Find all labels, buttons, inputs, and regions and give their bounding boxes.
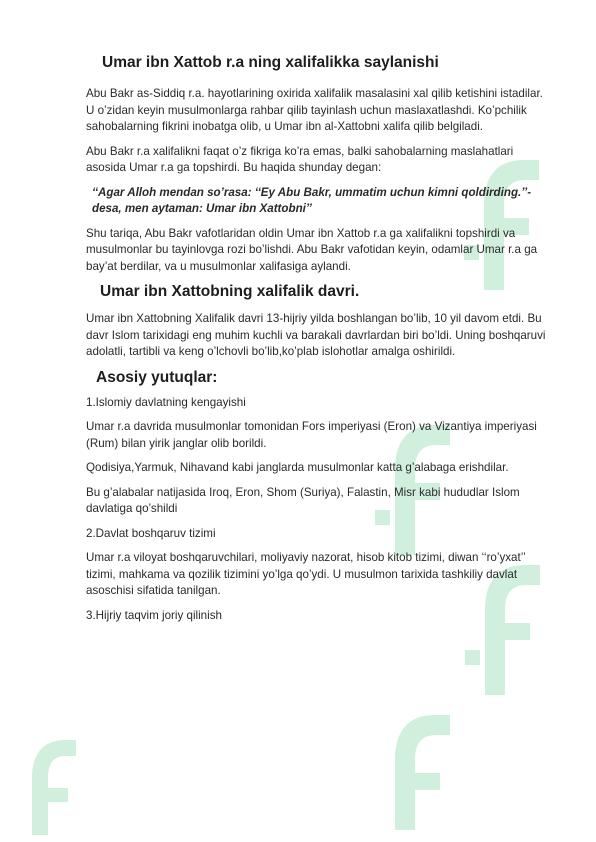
section-heading: Asosiy yutuqlar: [96, 368, 218, 386]
document-body [86, 54, 546, 632]
paragraph: Shu tariqa, Abu Bakr vafotlaridan oldin Umar ibn Xattob r.a ga xalifalikni topshirdi va musulmonlar bu tayinlovga rozi bo’lishdi. Abu Bakr vafotidan keyin, odamlar Umar r.a ga bay’at berdilar, va u musulmonlar xalifasiga aylandi. [86, 226, 538, 273]
page-title: Umar ibn Xattob r.a ning xalifalikka saylanishi [102, 54, 439, 71]
list-item: 3.Hijriy taqvim joriy qilinish [86, 608, 222, 622]
paragraph: Umar r.a viloyat boshqaruvchilari, moliyaviy nazorat, hisob kitob tizimi, diwan ‘‘ro’yxat’’ tizimi, mahkama va qozilik tizimini yo’lga qo’ydi. U musulmon tarixida tashkiliy davlat asoschisi sifatida tanilgan. [86, 551, 526, 597]
paragraph: Umar r.a davrida musulmonlar tomonidan Fors imperiyasi (Eron) va Vizantiya imperiyasi (Rum) bilan yirik janglar olib borildi. [86, 420, 537, 450]
paragraph: Umar ibn Xattobning Xalifalik davri 13-hijriy yilda boshlangan bo’lib, 10 yil davom etdi. Bu davr Islom tarixidagi eng muhim kuchli va barakali davrlardan biri bo’ldi. Uning boshqaruvi adolatli, tartibli va keng o’lchovli bo’lib,ko’plab islohotlar amalga oshirildi. [86, 312, 546, 358]
paragraph: Bu g’alabalar natijasida Iroq, Eron, Shom (Suriya), Falastin, Misr kabi hududlar Islom davlatiga qo’shildi [86, 485, 520, 515]
watermark-logo [365, 705, 485, 835]
paragraph: Qodisiya,Yarmuk, Nihavand kabi janglarda musulmonlar katta g’alabaga erishdilar. [86, 461, 509, 474]
list-item: 2.Davlat boshqaruv tizimi [86, 526, 216, 540]
list-item: 1.Islomiy davlatning kengayishi [86, 395, 246, 409]
paragraph-intro: Abu Bakr as-Siddiq r.a. hayotlarining oxirida xalifalik masalasini xal qilib ketishini istadilar. U o’zidan keyin musulmonlarga rahbar qilib tayinlash uchun maslaxatlashdi. Ko’pchilik sahobalarning fikrini inobatga olib, u Umar ibn al-Xattobni xalifa qilib belgiladi. [86, 87, 543, 133]
paragraph: Abu Bakr r.a xalifalikni faqat o’z fikriga ko’ra emas, balki sahobalarning maslahatlari asosida Umar r.a ga topshirdi. Bu haqida shunday degan: [86, 144, 514, 174]
watermark-logo [10, 730, 100, 840]
quote: ‘‘Agar Alloh mendan so’rasa: ‘‘Ey Abu Bakr, ummatim uchun kimni qoldirding.’’-desa, men aytaman: Umar ibn Xattobni’’ [92, 185, 532, 215]
section-heading: Umar ibn Xattobning xalifalik davri. [100, 283, 360, 300]
